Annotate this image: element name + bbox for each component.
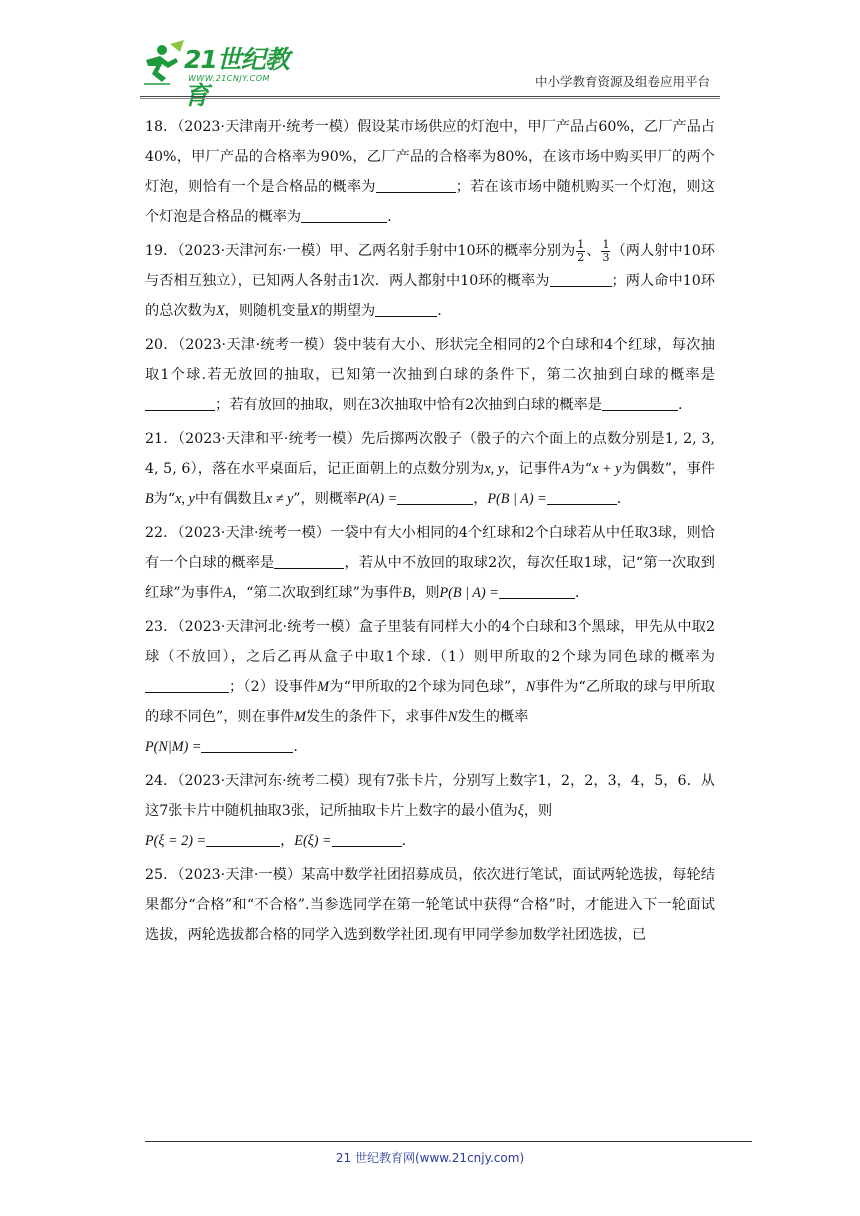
question-18: 18．（2023·天津南开·统考一模）假设某市场供应的灯泡中，甲厂产品占60%，乙厂产品占40%，甲厂产品的合格率为90%，乙厂产品的合格率为80%，在该市场中购买甲厂的两个灯泡，则恰有一个是合格品的概率为 ；若在该市场中随机购买一个灯泡，则这个灯泡是合格品的概率为 . [145, 119, 715, 225]
runner-logo-icon [140, 38, 186, 86]
footer-divider [145, 1141, 752, 1142]
answer-blank[interactable] [274, 554, 344, 569]
answer-blank[interactable] [602, 396, 678, 411]
answer-blank[interactable] [145, 396, 215, 411]
page-header [0, 0, 860, 110]
question-list [145, 112, 715, 954]
fraction-one-half: $\frac{1}{2}$ [577, 237, 585, 264]
question-22: 22．（2023·天津·统考一模）一袋中有大小相同的4个红球和2个白球若从中任取3球，则恰有一个白球的概率是 ，若从中不放回的取球2次，每次任取1球，记“第一次取到红球”为事件A，“第二次取到红球”为事件B，则P(B | A) = . [145, 525, 715, 601]
question-21: 21．（2023·天津和平·统考一模）先后掷两次骰子（骰子的六个面上的点数分别是1, 2, 3, 4, 5, 6），落在水平桌面后，记正面朝上的点数分别为x, y，记事件A为“x + y为偶数”，事件B为“x, y中有偶数且x ≠ y”，则概率P(A) = ，P(B | A) = . [145, 431, 715, 507]
header-tagline: 中小学教育资源及组卷应用平台 [534, 74, 710, 89]
answer-blank[interactable] [201, 738, 293, 753]
question-23: 23．（2023·天津河北·统考一模）盒子里装有同样大小的4个白球和3个黑球，甲先从中取2球（不放回），之后乙再从盒子中取1个球.（1）则甲所取的2个球为同色球的概率为；（2）设事件M为“甲所取的2个球为同色球”，N事件为“乙所取的球与甲所取的球不同色”，则在事件M发生的条件下，求事件N发生的概率 P(N|M) = . [145, 619, 715, 755]
header-divider-thin [140, 98, 720, 99]
answer-blank[interactable] [301, 208, 387, 223]
logo-brand: 21世纪教育 [184, 45, 289, 110]
question-25: 25．（2023·天津·一模）某高中数学社团招募成员，依次进行笔试，面试两轮选拔，每轮结果都分“合格”和“不合格”.当参选同学在第一轮笔试中获得“合格”时，才能进入下一轮面试选拔，两轮选拔都合格的同学入选到数学社团.现有甲同学参加数学社团选拔，已 [145, 867, 715, 943]
logo [140, 38, 310, 110]
answer-blank[interactable] [376, 178, 456, 193]
answer-blank[interactable] [547, 490, 617, 505]
answer-blank[interactable] [550, 272, 612, 287]
fraction-one-third: $\frac{1}{3}$ [602, 237, 610, 264]
question-24: 24．（2023·天津河东·统考二模）现有7张卡片，分别写上数字1，2，2，3，4，5，6．从这7张卡片中随机抽取3张，记所抽取卡片上数字的最小值为ξ，则 P(ξ = 2) = ，E(ξ) = . [145, 773, 715, 849]
answer-blank[interactable] [206, 832, 280, 847]
answer-blank[interactable] [375, 302, 437, 317]
answer-blank[interactable] [397, 490, 473, 505]
question-20: 20．（2023·天津·统考一模）袋中装有大小、形状完全相同的2个白球和4个红球，每次抽取1个球.若无放回的抽取，已知第一次抽到白球的条件下，第二次抽到白球的概率是；若有放回的抽取，则在3次抽取中恰有2次抽到白球的概率是 . [145, 337, 715, 413]
page-footer: 21 世纪教育网(www.21cnjy.com) [335, 1151, 525, 1165]
answer-blank[interactable] [332, 832, 402, 847]
logo-url: WWW.21CNJY.COM [188, 74, 270, 83]
answer-blank[interactable] [145, 678, 229, 693]
question-19: 19．（2023·天津河东·一模）甲、乙两名射手射中10环的概率分别为 $\frac{1}{2}$ 、 $\frac{1}{3}$ （两人射中10环与否相互独立），已知两人各射击1次．两人都射中10环的概率为 ；两人命中10环的总次数为X，则随机变量X的期望为 . [145, 237, 715, 319]
answer-blank[interactable] [499, 584, 575, 599]
header-divider [140, 96, 720, 97]
